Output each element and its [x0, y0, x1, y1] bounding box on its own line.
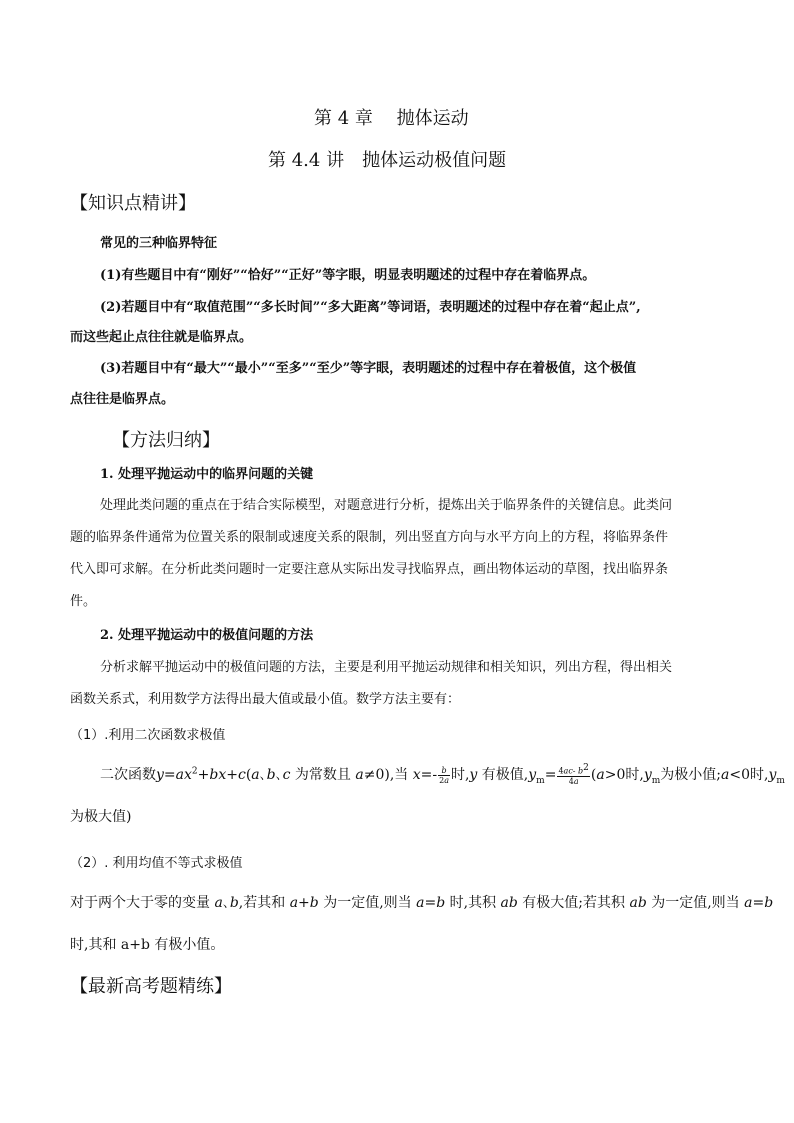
am-gm-line-1: 对于两个大于零的变量 a､b,若其和 a+b 为一定值,则当 a=b 时,其积 ab 有极大值;若其积 ab 为一定值,则当 a=b: [70, 895, 774, 911]
quadratic-formula-line: 二次函数$y=ax^2+bx+c(a$､b､c 为常数且 a≠0),当 x=- $\frac{b}{2a}$ 时,y 有极值$,y_m=$ $\frac{4ac- b^2}{4a}$ (a>0时$,y_m$为极小值;a<0时$,y_m$: [100, 763, 785, 786]
method-point-2-line-2: 函数关系式，利用数学方法得出最大值或最小值。数学方法主要有：: [70, 692, 461, 707]
method-point-1-line-1: 处理此类问题的重点在于结合实际模型，对题意进行分析，提炼出关于临界条件的关键信息。此类问: [100, 498, 673, 513]
method-sub-1-title: （1）.利用二次函数求极值: [70, 728, 226, 743]
knowledge-item-3-line-1: (3)若题目中有“最大”“最小”“至多”“至少”等字眼，表明题述的过程中存在着极值，这个极值: [100, 361, 637, 376]
method-heading: 【方法归纳】: [112, 430, 220, 451]
method-point-1-line-4: 件。: [70, 594, 97, 609]
knowledge-item-2-line-1: (2)若题目中有“取值范围”“多长时间”“多大距离”等词语，表明题述的过程中存在着“起止点”,: [100, 300, 641, 315]
method-point-2-line-1: 分析求解平抛运动中的极值问题的方法，主要是利用平抛运动规律和相关知识，列出方程，得出相关: [100, 660, 673, 675]
latest-exam-heading: 【最新高考题精练】: [70, 976, 232, 997]
knowledge-item-1: (1)有些题目中有“刚好”“恰好”“正好”等字眼，明显表明题述的过程中存在着临界点。: [100, 268, 596, 283]
knowledge-subheading: 常见的三种临界特征: [100, 236, 218, 251]
knowledge-heading: 【知识点精讲】: [70, 193, 196, 214]
method-point-1-line-3: 代入即可求解。在分析此类问题时一定要注意从实际出发寻找临界点，画出物体运动的草图，找出临界条: [70, 562, 669, 577]
method-point-2-title: 2. 处理平抛运动中的极值问题的方法: [100, 628, 314, 643]
method-point-1-line-2: 题的临界条件通常为位置关系的限制或速度关系的限制，列出竖直方向与水平方向上的方程，将临界条件: [70, 530, 669, 545]
knowledge-item-3-line-2: 点往往是临界点。: [70, 392, 175, 407]
lecture-title: 第 4.4 讲 抛体运动极值问题: [268, 150, 507, 171]
chapter-title: 第 4 章 抛体运动: [314, 108, 469, 129]
knowledge-item-2-line-2: 而这些起止点往往就是临界点。: [70, 330, 253, 345]
method-sub-2-title: （2）. 利用均值不等式求极值: [70, 856, 243, 871]
method-point-1-title: 1. 处理平抛运动中的临界问题的关键: [100, 467, 314, 482]
quadratic-formula-line-2: 为极大值): [70, 809, 132, 825]
am-gm-line-2: 时,其和 a+b 有极小值。: [70, 937, 225, 953]
